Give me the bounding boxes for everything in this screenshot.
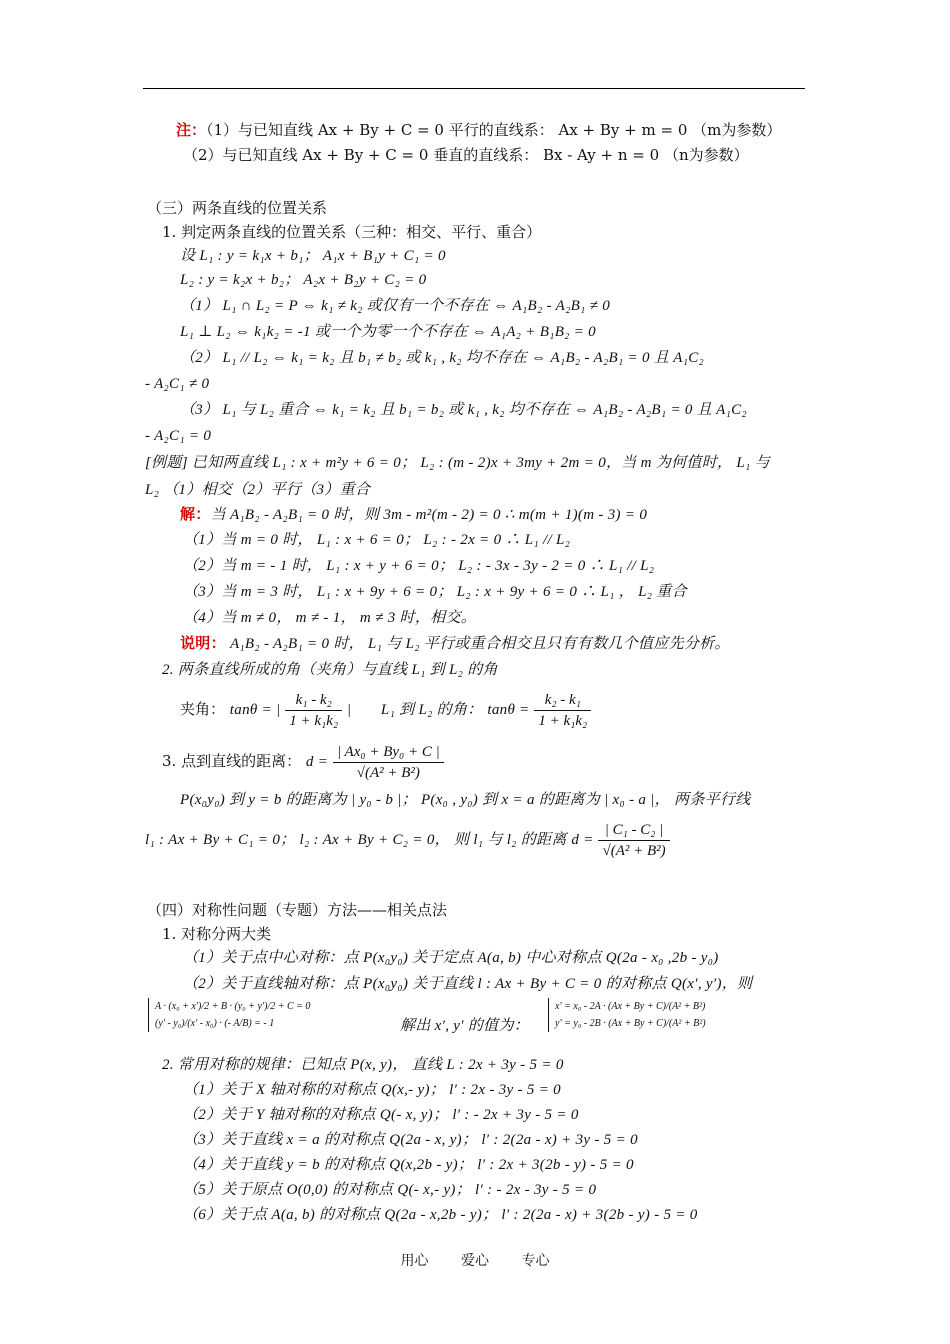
line-def-1: 设 L₁ : y = k₁x + b₁； A₁x + B₁y + C₁ = 0 (180, 248, 446, 264)
symmetry-subheading-2: 2. 常用对称的规律：已知点 P(x, y)， 直线 L : 2x + 3y - 5 = 0 (162, 1057, 564, 1073)
solution-label: 解： (180, 507, 211, 523)
case-parallel: （2） L₁ // L₂ ⇔ k₁ = k₂ 且 b₁ ≠ b₂ 或 k₁ , k₂ 均不存在 ⇔ A₁B₂ - A₂B₁ = 0 且 A₁C₂ (180, 350, 705, 366)
line-symmetry: （2）关于直线轴对称：点 P(x₀y₀) 关于直线 l : Ax + By + C = 0 的对称点 Q(x′, y′)，则 (183, 976, 753, 992)
example-line-1: [例题] 已知两直线 L₁ : x + m²y + 6 = 0； L₂ : (m - 2)x + 3my + 2m = 0，当 m 为何值时， L₁ 与 (145, 455, 770, 471)
case-parallel-cont: - A₂C₁ ≠ 0 (145, 376, 210, 392)
solution-y-prime: y′ = y₀ - 2B · (Ax + By + C)/(A² + B²) (555, 1018, 706, 1029)
angle-fraction (285, 690, 342, 731)
angle-formulas (180, 688, 591, 731)
angle-rhs: | (346, 702, 352, 718)
note-text-1: （1）与已知直线 Ax + By + C = 0 平行的直线系： Ax + By + m = 0 （m为参数） (206, 121, 782, 139)
symmetry-subheading-1: 1. 对称分两大类 (162, 925, 272, 943)
note-line-1 (176, 120, 781, 140)
note-line-2: （2）与已知直线 Ax + By + C = 0 垂直的直线系： Bx - Ay + n = 0 （n为参数） (183, 146, 749, 164)
solution-case-4: （4）当 m ≠ 0， m ≠ - 1， m ≠ 3 时，相交。 (183, 610, 477, 626)
line-def-2: L₂ : y = k₂x + b₂； A₂x + B₂y + C₂ = 0 (180, 272, 427, 288)
equation-system (148, 998, 310, 1032)
system-equation-1: A · (x₀ + x′)/2 + B · (y₀ + y′)/2 + C = 0 (155, 1001, 311, 1012)
distance-formula (162, 740, 444, 783)
to-angle-lhs: tanθ = (487, 702, 530, 718)
case-perpendicular: L₁ ⊥ L₂ ⇔ k₁k₂ = -1 或一个为零一个不存在 ⇔ A₁A₂ + B₁B₂ = 0 (180, 324, 596, 340)
solution-line (180, 505, 647, 525)
angle-label: 夹角： (180, 700, 226, 718)
subheading-1: 1. 判定两条直线的位置关系（三种：相交、平行、重合） (162, 223, 542, 241)
subheading-2: 2. 两条直线所成的角（夹角）与直线 L₁ 到 L₂ 的角 (162, 662, 498, 678)
rule-origin: （5）关于原点 O(0,0) 的对称点 Q(- x,- y)； l′ : - 2x - 3y - 5 = 0 (183, 1182, 597, 1198)
angle-lhs: tanθ = | (229, 702, 281, 718)
distance-line-1: P(x₀y₀) 到 y = b 的距离为 | y₀ - b |； P(x₀ , y₀) 到 x = a 的距离为 | x₀ - a |， 两条平行线 (180, 792, 751, 808)
distance-denominator: √(A² + B²) (356, 764, 420, 781)
rule-line-y: （4）关于直线 y = b 的对称点 Q(x,2b - y)； l′ : 2x + 3(2b - y) - 5 = 0 (183, 1157, 634, 1173)
distance-lhs: d = (305, 754, 329, 770)
to-angle-fraction (534, 690, 591, 731)
case-intersect: （1） L₁ ∩ L₂ = P ⇔ k₁ ≠ k₂ 或仅有一个不存在 ⇔ A₁B₂ - A₂B₁ ≠ 0 (180, 298, 611, 314)
header-rule (143, 88, 805, 89)
solution-case-1: （1）当 m = 0 时， L₁ : x + 6 = 0； L₂ : - 2x = 0 ∴ L₁ // L₂ (183, 532, 571, 548)
rule-point: （6）关于点 A(a, b) 的对称点 Q(2a - x,2b - y)； l′ : 2(2a - x) + 3(2b - y) - 5 = 0 (183, 1207, 698, 1223)
to-angle-denominator: 1 + k₁k₂ (538, 712, 588, 729)
solution-case-2: （2）当 m = - 1 时， L₁ : x + y + 6 = 0； L₂ : - 3x - 3y - 2 = 0 ∴ L₁ // L₂ (183, 558, 655, 574)
distance-line-2 (145, 818, 670, 861)
solution-x-prime: x′ = x₀ - 2A · (Ax + By + C)/(A² + B²) (555, 1001, 706, 1012)
section-heading-4: （四）对称性问题（专题）方法——相关点法 (147, 901, 448, 919)
explanation-label: 说明： (180, 636, 226, 652)
parallel-lines-text: l₁ : Ax + By + C₁ = 0； l₂ : Ax + By + C₂ = 0， 则 l₁ 与 l₂ 的距离 (145, 832, 567, 848)
parallel-distance-lhs: d = (571, 832, 594, 848)
section-heading-3: （三）两条直线的位置关系 (147, 199, 328, 217)
distance-numerator: | Ax₀ + By₀ + C | (333, 742, 444, 763)
to-angle-numerator: k₂ - k₁ (534, 690, 591, 711)
parallel-distance-fraction (598, 820, 669, 861)
parallel-distance-denominator: √(A² + B²) (602, 842, 666, 859)
angle-numerator: k₁ - k₂ (285, 690, 342, 711)
rule-x-axis: （1）关于 X 轴对称的对称点 Q(x,- y)； l′ : 2x - 3y - 5 = 0 (183, 1082, 561, 1098)
solve-text: 解出 x′, y′ 的值为： (400, 1018, 530, 1034)
solution-system (548, 998, 706, 1032)
distance-fraction (333, 742, 444, 783)
system-equation-2: (y′ - y₀)/(x′ - x₀) · (- A/B) = - 1 (155, 1018, 275, 1029)
page-footer: 用心 爱心 专心 (400, 1253, 550, 1269)
note-label: 注： (176, 121, 207, 139)
explanation-line (180, 634, 730, 654)
subheading-3: 3. 点到直线的距离： (162, 752, 302, 770)
to-angle-label: L₁ 到 L₂ 的角： (380, 702, 483, 718)
example-line-2: L₂ （1）相交（2）平行（3）重合 (145, 482, 371, 498)
case-coincide-cont: - A₂C₁ = 0 (145, 428, 212, 444)
solution-text: 当 A₁B₂ - A₂B₁ = 0 时，则 3m - m²(m - 2) = 0 ∴ m(m + 1)(m - 3) = 0 (210, 507, 648, 523)
rule-y-axis: （2）关于 Y 轴对称的对称点 Q(- x, y)； l′ : - 2x + 3y - 5 = 0 (183, 1107, 579, 1123)
rule-line-x: （3）关于直线 x = a 的对称点 Q(2a - x, y)； l′ : 2(2a - x) + 3y - 5 = 0 (183, 1132, 638, 1148)
solution-case-3: （3）当 m = 3 时， L₁ : x + 9y + 6 = 0； L₂ : x + 9y + 6 = 0 ∴ L₁ ， L₂ 重合 (183, 584, 687, 600)
angle-denominator: 1 + k₁k₂ (289, 712, 339, 729)
case-coincide: （3） L₁ 与 L₂ 重合 ⇔ k₁ = k₂ 且 b₁ = b₂ 或 k₁ , k₂ 均不存在 ⇔ A₁B₂ - A₂B₁ = 0 且 A₁C₂ (180, 402, 747, 418)
point-symmetry: （1）关于点中心对称：点 P(x₀y₀) 关于定点 A(a, b) 中心对称点 Q(2a - x₀ ,2b - y₀) (183, 950, 719, 966)
parallel-distance-numerator: | C₁ - C₂ | (598, 820, 669, 841)
explanation-text: A₁B₂ - A₂B₁ = 0 时， L₁ 与 L₂ 平行或重合相交且只有有数几个值应先分析。 (225, 636, 730, 652)
